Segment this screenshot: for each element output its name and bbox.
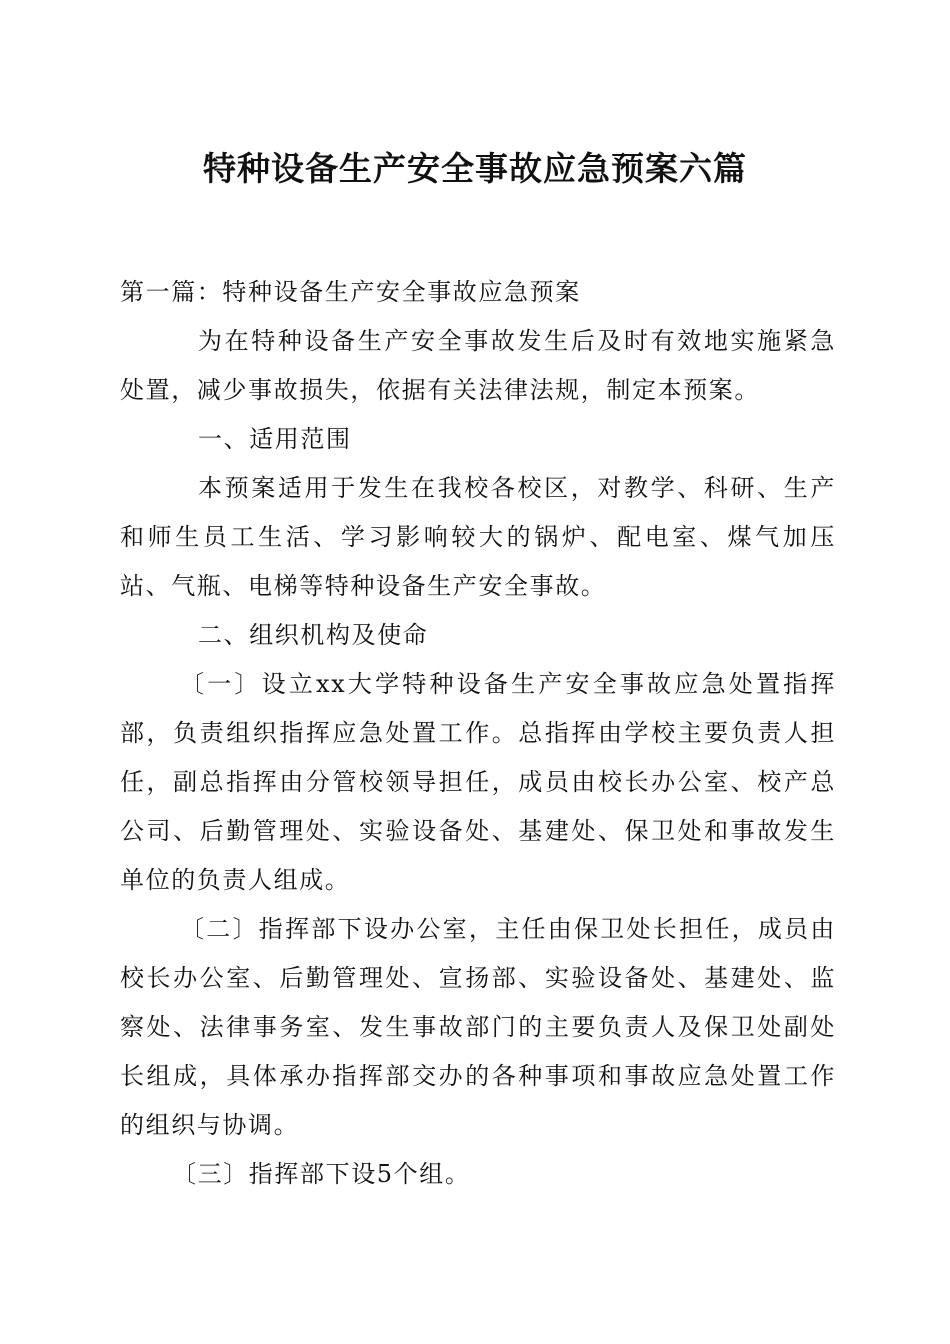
document-title: 特种设备生产安全事故应急预案六篇: [203, 149, 747, 188]
heading-scope: 一、适用范围: [198, 425, 352, 453]
organization-paragraph-3: 〔三〕指挥部下设5个组。: [172, 1160, 471, 1188]
section-heading: 第一篇：特种设备生产安全事故应急预案: [120, 278, 581, 306]
scope-paragraph: 本预案适用于发生在我校各校区，对教学、科研、生产和师生员工生活、学习影响较大的锅炉、配电室、煤气加压站、气瓶、电梯等特种设备生产安全事故。: [120, 474, 836, 600]
organization-paragraph-1: 〔一〕设立xx大学特种设备生产安全事故应急处置指挥部，负责组织指挥应急处置工作。总指挥由学校主要负责人担任，副总指挥由分管校领导担任，成员由校长办公室、校产总公司、后勤管理处、实验设备处、基建处、保卫处和事故发生单位的负责人组成。: [120, 670, 836, 894]
intro-paragraph: 为在特种设备生产安全事故发生后及时有效地实施紧急处置，减少事故损失，依据有关法律法规，制定本预案。: [120, 327, 836, 404]
document-body: [120, 268, 836, 1199]
heading-organization: 二、组织机构及使命: [198, 621, 429, 649]
organization-paragraph-2: 〔二〕指挥部下设办公室，主任由保卫处长担任，成员由校长办公室、后勤管理处、宣扬部、实验设备处、基建处、监察处、法律事务室、发生事故部门的主要负责人及保卫处副处长组成，具体承办指挥部交办的各种事项和事故应急处置工作的组织与协调。: [120, 915, 836, 1139]
